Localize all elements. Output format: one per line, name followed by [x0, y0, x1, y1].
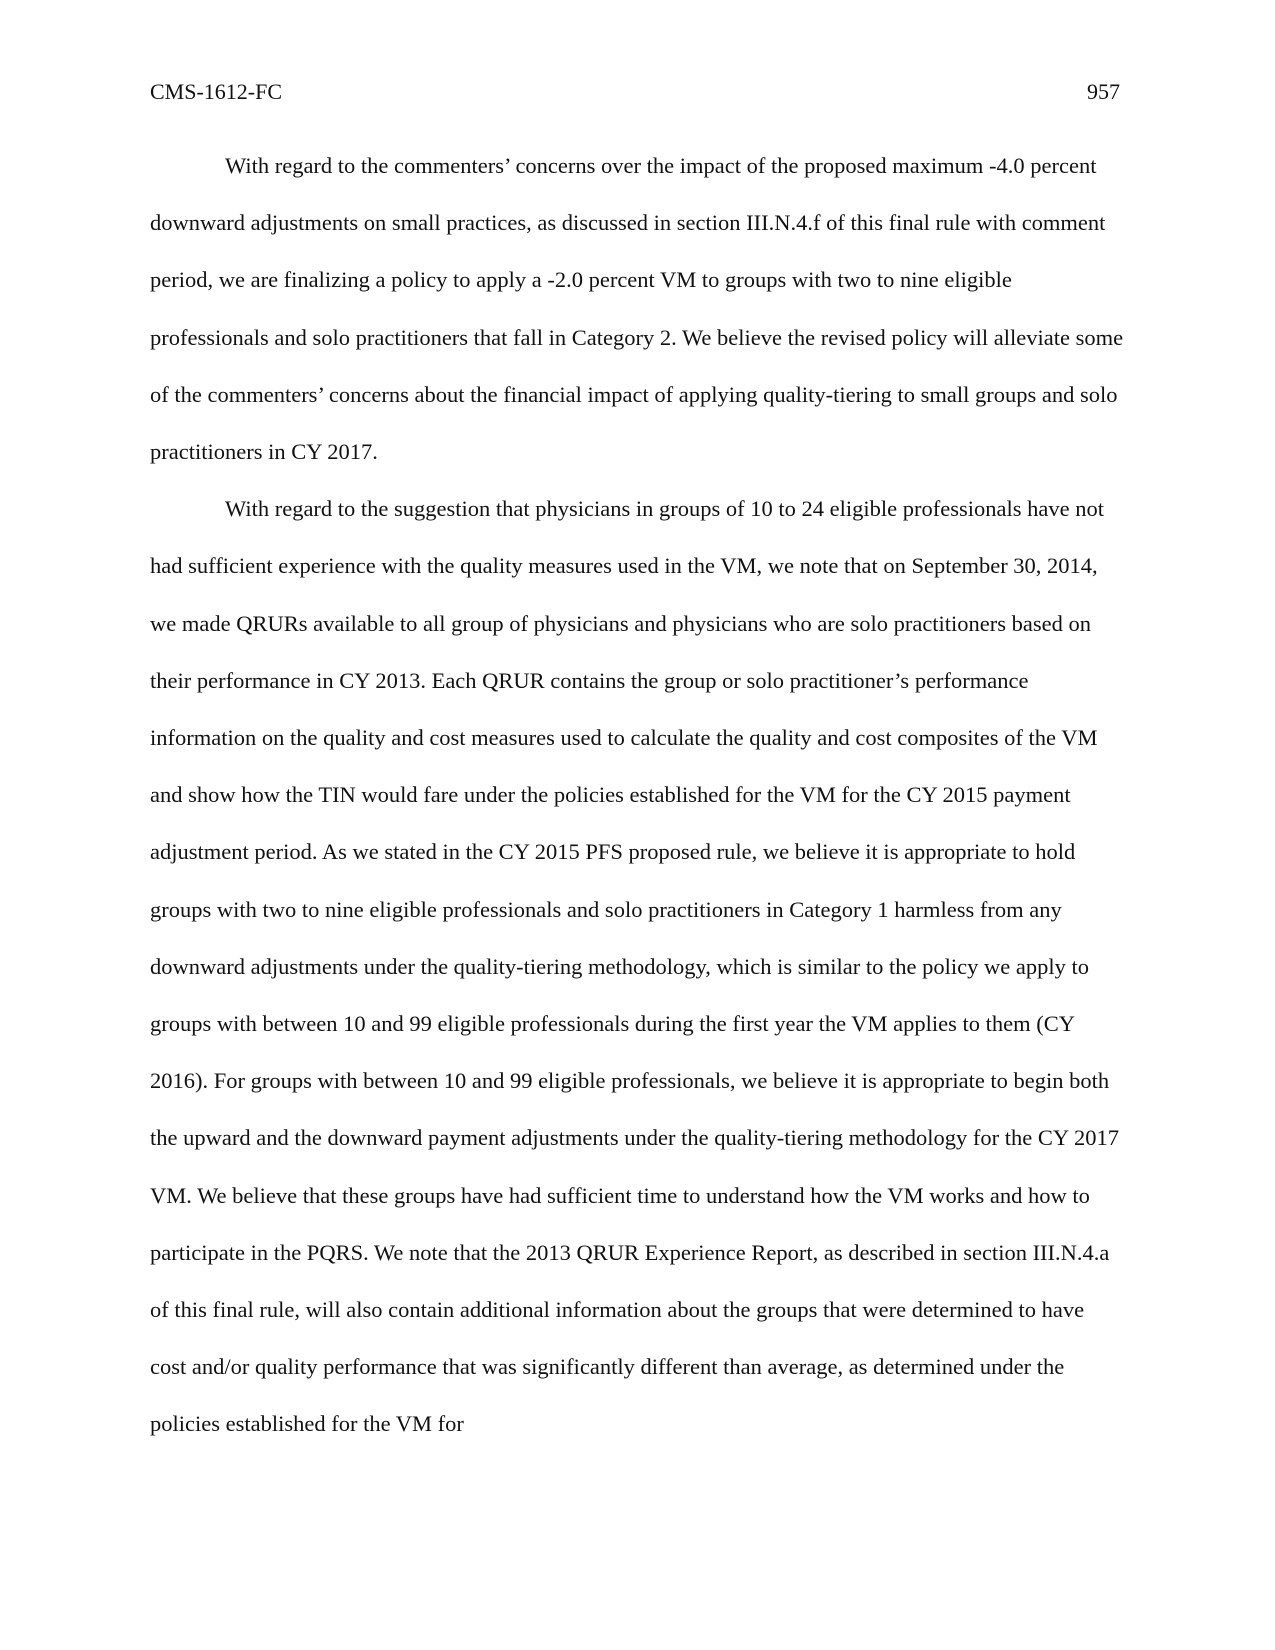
page-header — [150, 72, 1120, 112]
document-id: CMS-1612-FC — [150, 79, 283, 104]
document-body — [150, 137, 1125, 1453]
body-paragraph: With regard to the commenters’ concerns over the impact of the proposed maximum -4.0 percent downward adjustments on small practices, as discussed in section III.N.4.f of this final rule with comment period, we are finalizing a policy to apply a -2.0 percent VM to groups with two to nine eligible professionals and solo practitioners that fall in Category 2. We believe the revised policy will alleviate some of the commenters’ concerns about the financial impact of applying quality-tiering to small groups and solo practitioners in CY 2017. — [150, 153, 1124, 465]
page-number: 957 — [1087, 79, 1120, 104]
body-paragraph: With regard to the suggestion that physicians in groups of 10 to 24 eligible professionals have not had sufficient experience with the quality measures used in the VM, we note that on September 30, 2014, we made QRURs available to all group of physicians and physicians who are solo practitioners based on their performance in CY 2013. Each QRUR contains the group or solo practitioner’s performance information on the quality and cost measures used to calculate the quality and cost composites of the VM and show how the TIN would fare under the policies established for the VM for the CY 2015 payment adjustment period. As we stated in the CY 2015 PFS proposed rule, we believe it is appropriate to hold groups with two to nine eligible professionals and solo practitioners in Category 1 harmless from any downward adjustments under the quality-tiering methodology, which is similar to the policy we apply to groups with between 10 and 99 eligible professionals during the first year the VM applies to them (CY 2016). For groups with between 10 and 99 eligible professionals, we believe it is appropriate to begin both the upward and the downward payment adjustments under the quality-tiering methodology for the CY 2017 VM. We believe that these groups have had sufficient time to understand how the VM works and how to participate in the PQRS. We note that the 2013 QRUR Experience Report, as described in section III.N.4.a of this final rule, will also contain additional information about the groups that were determined to have cost and/or quality performance that was significantly different than average, as determined under the policies established for the VM for — [150, 496, 1119, 1437]
